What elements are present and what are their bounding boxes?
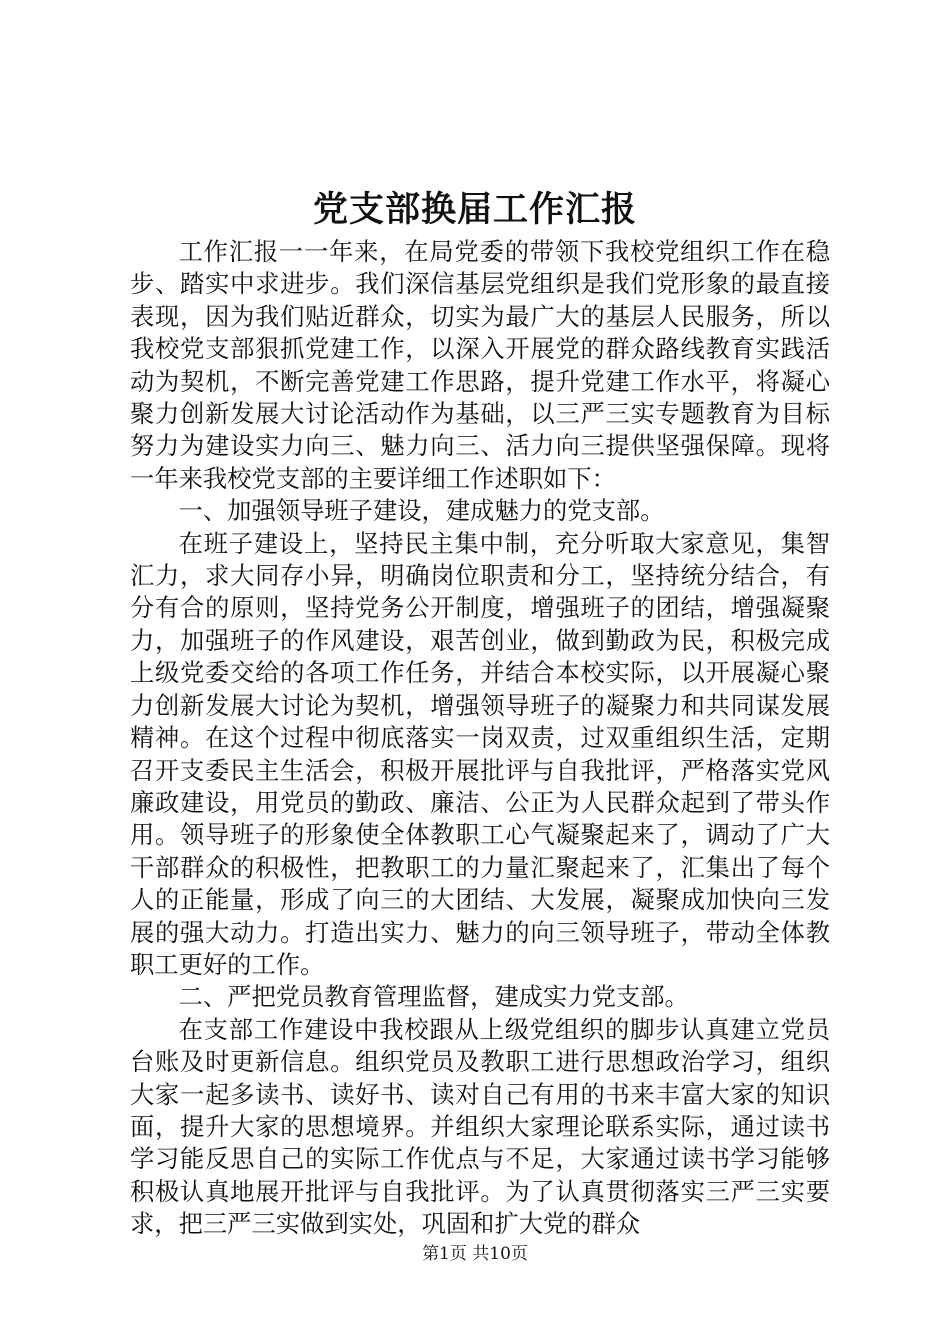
intro-paragraph: 工作汇报一一年来，在局党委的带领下我校党组织工作在稳步、踏实中求进步。我们深信基层党组织是我们党形象的最直接表现，因为我们贴近群众，切实为最广大的基层人民服务，所以我校党支部狠抓党建工作，以深入开展党的群众路线教育实践活动为契机，不断完善党建工作思路，提升党建工作水平，将凝心聚力创新发展大讨论活动作为基础，以三严三实专题教育为目标努力为建设实力向三、魅力向三、活力向三提供坚强保障。现将一年来我校党支部的主要详细工作述职如下： (130, 237, 830, 493)
document-title: 党支部换届工作汇报 (312, 189, 637, 230)
section-2-paragraph: 在支部工作建设中我校跟从上级党组织的脚步认真建立党员台账及时更新信息。组织党员及教职工进行思想政治学习，组织大家一起多读书、读好书、读对自己有用的书来丰富大家的知识面，提升大家的思想境界。并组织大家理论联系实际，通过读书学习能反思自己的实际工作优点与不足，大家通过读书学习能够积极认真地展开批评与自我批评。为了认真贯彻落实三严三实要求，把三严三实做到实处，巩固和扩大党的群众 (130, 1014, 830, 1239)
section-heading-1: 一、加强领导班子建设，建成魅力的党支部。 (178, 496, 665, 526)
section-1-paragraph: 在班子建设上，坚持民主集中制，充分听取大家意见，集智汇力，求大同存小异，明确岗位职责和分工，坚持统分结合，有分有合的原则，坚持党务公开制度，增强班子的团结，增强凝聚力，加强班子的作风建设，艰苦创业，做到勤政为民，积极完成上级党委交给的各项工作任务，并结合本校实际，以开展凝心聚力创新发展大讨论为契机，增强领导班子的凝聚力和共同谋发展精神。在这个过程中彻底落实一岗双责，过双重组织生活，定期召开支委民主生活会，积极开展批评与自我批评，严格落实党风廉政建设，用党员的勤政、廉洁、公正为人民群众起到了带头作用。领导班子的形象使全体教职工心气凝聚起来了，调动了广大干部群众的积极性，把教职工的力量汇聚起来了，汇集出了每个人的正能量，形成了向三的大团结、大发展，凝聚成加快向三发展的强大动力。打造出实力、魅力的向三领导班子，带动全体教职工更好的工作。 (130, 528, 830, 979)
document-body (130, 236, 830, 1241)
page-number-footer: 第1页 共10页 (422, 1244, 528, 1264)
section-heading-2: 二、严把党员教育管理监督，建成实力党支部。 (178, 982, 689, 1012)
